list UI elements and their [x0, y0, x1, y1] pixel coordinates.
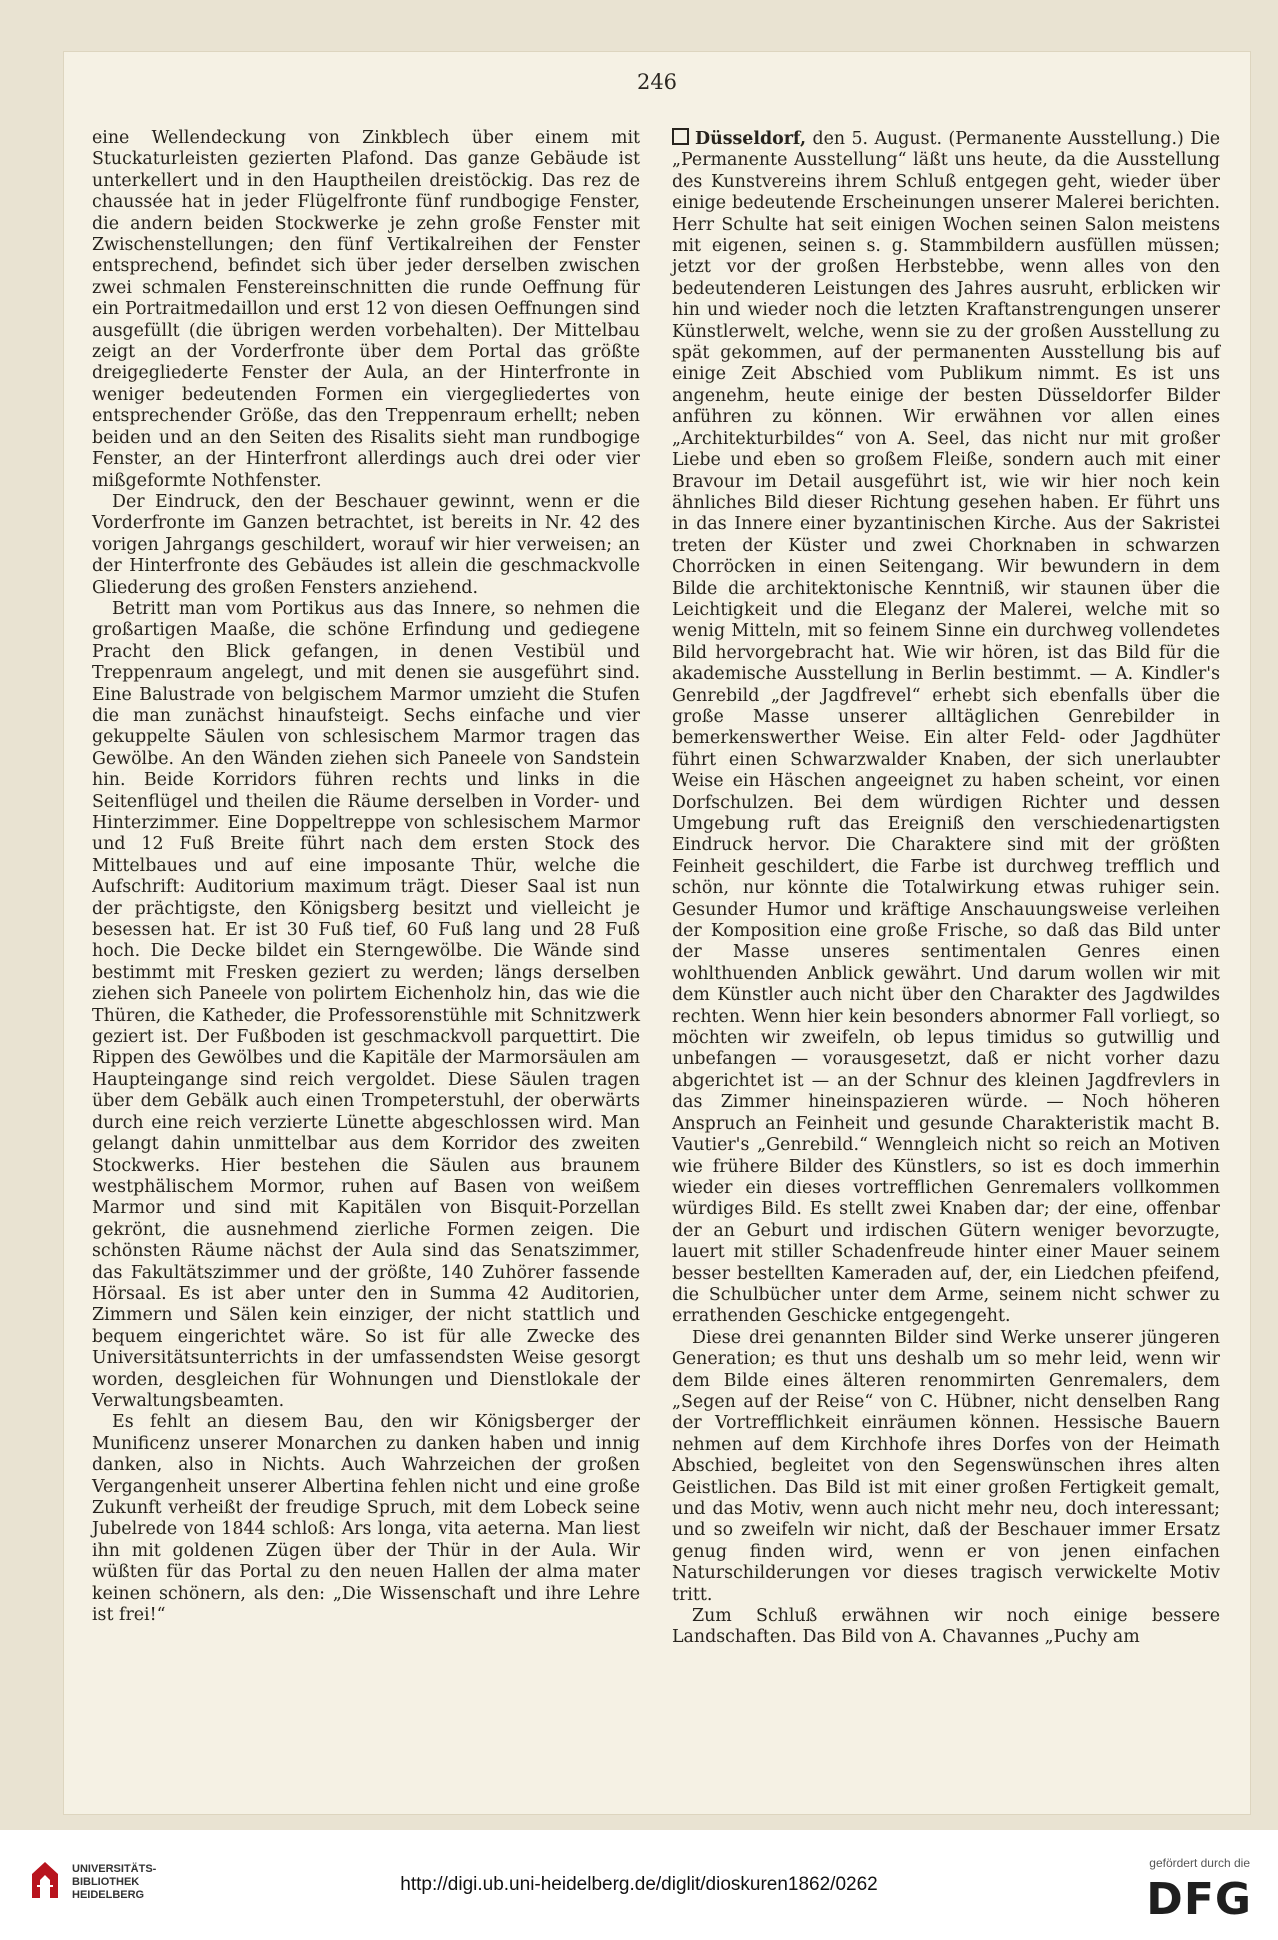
paragraph: Betritt man vom Portikus aus das Innere, so nehmen die großartigen Maaße, die schöne Erfindung und gediegene Pracht den Blick gefangen, in denen Vestibül und Treppenraum angelegt, und mit denen sie ausgeführt sind. Eine Balustrade von belgischem Marmor umzieht die Stufen die man zunächst hinaufsteigt. Sechs einfache und vier gekuppelte Säulen von schlesischem Marmor tragen das Gewölbe. An den Wänden ziehen sich Paneele von Sandstein hin. Beide Korridors führen rechts und links in die Seitenflügel und theilen die Räume derselben in Vorder- und Hinterzimmer. Eine Doppeltreppe von schlesischem Marmor und 12 Fuß Breite führt nach dem ersten Stock des Mittelbaues und auf eine imposante Thür, welche die Aufschrift: Auditorium maximum trägt. Dieser Saal ist nun der prächtigste, den Königsberg besitzt und vielleicht je besessen hat. Er ist 30 Fuß tief, 60 Fuß lang und 28 Fuß hoch. Die Decke bildet ein Sterngewölbe. Die Wände sind bestimmt mit Fresken geziert zu werden; längs derselben ziehen sich Paneele von polirtem Eichenholz hin, das wie die Thüren, die Katheder, die Professorenstühle mit Schnitzwerk geziert ist. Der Fußboden ist geschmackvoll parquettirt. Die Rippen des Gewölbes und die Kapitäle der Marmorsäulen am Haupteingange sind reich vergoldet. Diese Säulen tragen über dem Gebälk auch einen Trompeterstuhl, der oberwärts durch eine reich verzierte Lünette abgeschlossen wird. Man gelangt dahin unmittelbar aus dem Korridor des zweiten Stockwerks. Hier bestehen die Säulen aus braunem westphälischem Mormor, ruhen auf Basen von weißem Marmor und sind mit Kapitälen von Bisquit-Porzellan gekrönt, die ausnehmend zierliche Formen zeigen. Die schönsten Räume nächst der Aula sind das Senatszimmer, das Fakultätszimmer und der größte, 140 Zuhörer fassende Hörsaal. Es ist aber unter den in Summa 42 Auditorien, Zimmern und Sälen kein einziger, der nicht stattlich und bequem eingerichtet wäre. So ist für alle Zwecke des Universitätsunterrichts in der umfassendsten Weise gesorgt worden, desgleichen für Wohnungen und Dienstlokale der Verwaltungsbeamten.	[92, 598, 640, 1411]
paragraph: Diese drei genannten Bilder sind Werke unserer jüngeren Generation; es thut uns deshalb um so mehr leid, wenn wir dem Bilde eines älteren renommirten Genremalers, dem „Segen auf der Reise“ von C. Hübner, nicht denselben Rang der Vortrefflichkeit einräumen können. Hessische Bauern nehmen auf dem Kirchhofe ihres Dorfes von der Heimath Abschied, begleitet von den Segenswünschen ihres alten Geistlichen. Das Bild ist mit einer großen Fertigkeit gemalt, und das Motiv, wenn auch nicht mehr neu, doch interessant; und so zweifeln wir nicht, daß der Beschauer immer Ersatz genug finden wird, wenn er von jenen einfachen Naturschilderungen vor dieses tragisch verwickelte Motiv tritt.	[672, 1327, 1220, 1605]
library-name-line: UNIVERSITÄTS-	[72, 1863, 157, 1875]
sponsor-label: gefördert durch die	[1149, 1856, 1250, 1870]
article-opening	[672, 128, 1220, 1328]
library-name-line: BIBLIOTHEK	[72, 1876, 140, 1888]
left-column	[92, 128, 640, 1626]
page-number: 246	[636, 70, 678, 94]
library-name-line: HEIDELBERG	[72, 1889, 145, 1901]
right-column	[672, 128, 1220, 1649]
section-box-icon	[672, 128, 689, 145]
paragraph: Zum Schluß erwähnen wir noch einige bessere Landschaften. Das Bild von A. Chavannes „Puchy am	[672, 1606, 1220, 1648]
paragraph: Die „Permanente Ausstellung“ läßt uns heute, da die Ausstellung des Kunstvereins ihrem Schluß entgegen geht, wieder über einige bedeutende Erscheinungen unserer Malerei berichten. Herr Schulte hat seit einigen Wochen seinen Salon meistens mit eigenen, seinen s. g. Stammbildern ausfüllen müssen; jetzt vor der großen Herbstebbe, wenn alles von den bedeutenderen Leistungen des Jahres ausruht, erblicken wir hin und wieder noch die letzten Kraftanstrengungen unserer Künstlerwelt, welche, wenn sie zu der großen Ausstellung zu spät gekommen, auf der permanenten Ausstellung bis auf einige Zeit Abschied vom Publikum nimmt. Es ist uns angenehm, heute einige der besten Düsseldorfer Bilder anführen zu können. Wir erwähnen vor allen eines „Architekturbildes“ von A. Seel, das nicht nur mit großer Liebe und eben so großem Fleiße, sondern auch mit einer Bravour im Detail ausgeführt ist, wie wir hier noch kein ähnliches Bild dieser Richtung gesehen haben. Er führt uns in das Innere einer byzantinischen Kirche. Aus der Sakristei treten der Küster und zwei Chorknaben in schwarzen Chorröcken in einen Seitengang. Wir bewundern in dem Bilde die architektonische Kenntniß, wir staunen über die Leichtigkeit und die Eleganz der Malerei, welche mit so wenig Mitteln, mit so feinem Sinne ein durchweg vollendetes Bild hervorgebracht hat. Wie wir hören, ist das Bild für die akademische Ausstellung in Berlin bestimmt. — A. Kindler's Genrebild „der Jagdfrevel“ erhebt sich ebenfalls über die große Masse unserer alltäglichen Genrebilder in bemerkenswerther Weise. Ein alter Feld- oder Jagdhüter führt einen Schwarzwalder Knaben, der sich unerlaubter Weise ein Häschen angeeignet zu haben scheint, vor einen Dorfschulzen. Bei dem würdigen Richter und dessen Umgebung ruft das Ereigniß den verschiedenartigsten Eindruck hervor. Die Charaktere sind mit der größten Feinheit geschildert, die Farbe ist durchweg trefflich und schön, nur könnte die Totalwirkung etwas ruhiger sein. Gesunder Humor und kräftige Anschauungsweise verleihen der Komposition eine große Frische, so daß das Bild unter der Masse unseres sentimentalen Genres einen wohlthuenden Anblick gewährt. Und darum wollen wir mit dem Künstler auch nicht über den Charakter des Jagdwildes rechten. Wenn hier kein besonders abnormer Fall vorliegt, so möchten wir zweifeln, ob lepus timidus so gutwillig und unbefangen — vorausgesetzt, daß er nicht vorher dazu abgerichtet ist — an der Schnur des kleinen Jagdfrevlers in das Zimmer hineinspazieren würde. — Noch höheren Anspruch an Feinheit und gesunde Charakteristik macht B. Vautier's „Genrebild.“ Wenngleich nicht so reich an Motiven wie frühere Bilder des Künstlers, so ist es doch immerhin wieder ein dieses vortrefflichen Genremalers vollkommen würdiges Bild. Es stellt zwei Knaben dar; der eine, offenbar der an Geburt und irdischen Gütern weniger bevorzugte, lauert mit stiller Schadenfreude hinter einer Mauer seinem besser bestellten Kameraden auf, der, ein Liedchen pfeifend, die Schulbücher unter dem Arme, seinem nicht schwer zu errathenden Geschicke entgegengeht.	[672, 129, 1221, 1327]
footer-bar	[0, 1830, 1278, 1940]
dfg-logo: DFG	[1146, 1874, 1252, 1925]
paragraph: Es fehlt an diesem Bau, den wir Königsberger der Munificenz unserer Monarchen zu danken haben und innig danken, also in Nichts. Auch Wahrzeichen der großen Vergangenheit unserer Albertina fehlen nicht und eine große Zukunft verheißt der freudige Spruch, mit dem Lobeck seine Jubelrede von 1844 schloß: Ars longa, vita aeterna. Man liest ihn mit goldenen Zügen über der Thür in der Aula. Wir wüßten für das Portal zu den neuen Hallen der alma mater keinen schönern, als den: „Die Wissenschaft und ihre Lehre ist frei!“	[92, 1412, 640, 1626]
paragraph: eine Wellendeckung von Zinkblech über einem mit Stuckaturleisten gezierten Plafond. Das ganze Gebäude ist unterkellert und in den Hauptheilen dreistöckig. Das rez de chaussée hat in jeder Flügelfronte fünf rundbogige Fenster, die andern beiden Stockwerke je zehn große Fenster mit Zwischenstellungen; den fünf Vertikalreihen der Fenster entsprechend, befindet sich über jeder derselben zwischen zwei schmalen Fenstereinschnitten die runde Oeffnung für ein Portraitmedaillon und erst 12 von diesen Oeffnungen sind ausgefüllt (die übrigen werden vorbehalten). Der Mittelbau zeigt an der Vorderfronte über dem Portal das größte dreigegliederte Fenster der Aula, an der Hinterfronte in weniger bedeutenden Formen ein viergegliedertes von entsprechender Größe, das den Treppenraum erhellt; neben beiden und an den Seiten des Risalits sieht man rundbogige Fenster, an der Hinterfront allerdings auch drei oder vier mißgeformte Nothfenster.	[92, 128, 640, 491]
article-date-line: den 5. August. (Permanente Ausstellung.)	[812, 129, 1184, 149]
article-heading: Düsseldorf,	[695, 129, 807, 149]
newspaper-page	[64, 52, 1250, 1814]
permalink-url[interactable]: http://digi.ub.uni-heidelberg.de/diglit/dioskuren1862/0262	[400, 1874, 878, 1895]
paragraph: Der Eindruck, den der Beschauer gewinnt, wenn er die Vorderfronte im Ganzen betrachtet, ist bereits in Nr. 42 des vorigen Jahrgangs geschildert, worauf wir hier verweisen; an der Hinterfronte des Gebäudes ist allein die geschmackvolle Gliederung des großen Fensters anziehend.	[92, 491, 640, 598]
